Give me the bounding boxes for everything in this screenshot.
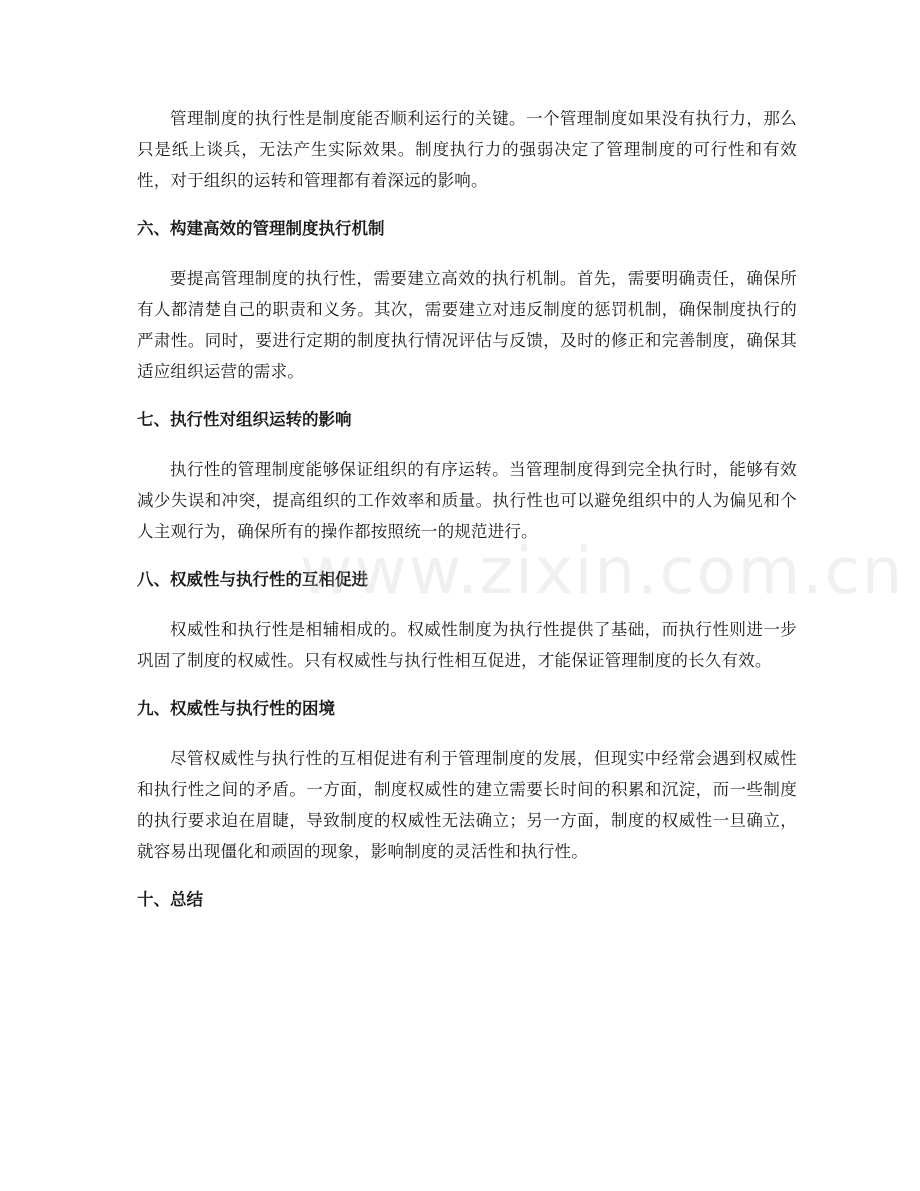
watermark: www.zixin.com.cn [300, 535, 905, 609]
paragraph-intro: 管理制度的执行性是制度能否顺利运行的关键。一个管理制度如果没有执行力，那么只是纸上谈兵，无法产生实际效果。制度执行力的强弱决定了管理制度的可行性和有效性，对于组织的运转和管理都有着深远的影响。 [137, 109, 797, 190]
document-body [137, 103, 797, 915]
heading-section-6: 六、构建高效的管理制度执行机制 [137, 219, 385, 238]
heading-section-10: 十、总结 [137, 890, 203, 909]
paragraph-section-6: 要提高管理制度的执行性，需要建立高效的执行机制。首先，需要明确责任，确保所有人都清楚自己的职责和义务。其次，需要建立对违反制度的惩罚机制，确保制度执行的严肃性。同时，要进行定期的制度执行情况评估与反馈，及时的修正和完善制度，确保其适应组织运营的需求。 [137, 269, 797, 381]
paragraph-section-8: 权威性和执行性是相辅相成的。权威性制度为执行性提供了基础，而执行性则进一步巩固了制度的权威性。只有权威性与执行性相互促进，才能保证管理制度的长久有效。 [137, 620, 797, 670]
paragraph-section-9: 尽管权威性与执行性的互相促进有利于管理制度的发展，但现实中经常会遇到权威性和执行性之间的矛盾。一方面，制度权威性的建立需要长时间的积累和沉淀，而一些制度的执行要求迫在眉睫，导致制度的权威性无法确立；另一方面，制度的权威性一旦确立，就容易出现僵化和顽固的现象，影响制度的灵活性和执行性。 [137, 749, 797, 861]
heading-section-8: 八、权威性与执行性的互相促进 [137, 570, 368, 589]
heading-section-7: 七、执行性对组织运转的影响 [137, 410, 352, 429]
heading-section-9: 九、权威性与执行性的困境 [137, 699, 335, 718]
paragraph-section-7: 执行性的管理制度能够保证组织的有序运转。当管理制度得到完全执行时，能够有效减少失误和冲突，提高组织的工作效率和质量。执行性也可以避免组织中的人为偏见和个人主观行为，确保所有的操作都按照统一的规范进行。 [137, 460, 797, 541]
